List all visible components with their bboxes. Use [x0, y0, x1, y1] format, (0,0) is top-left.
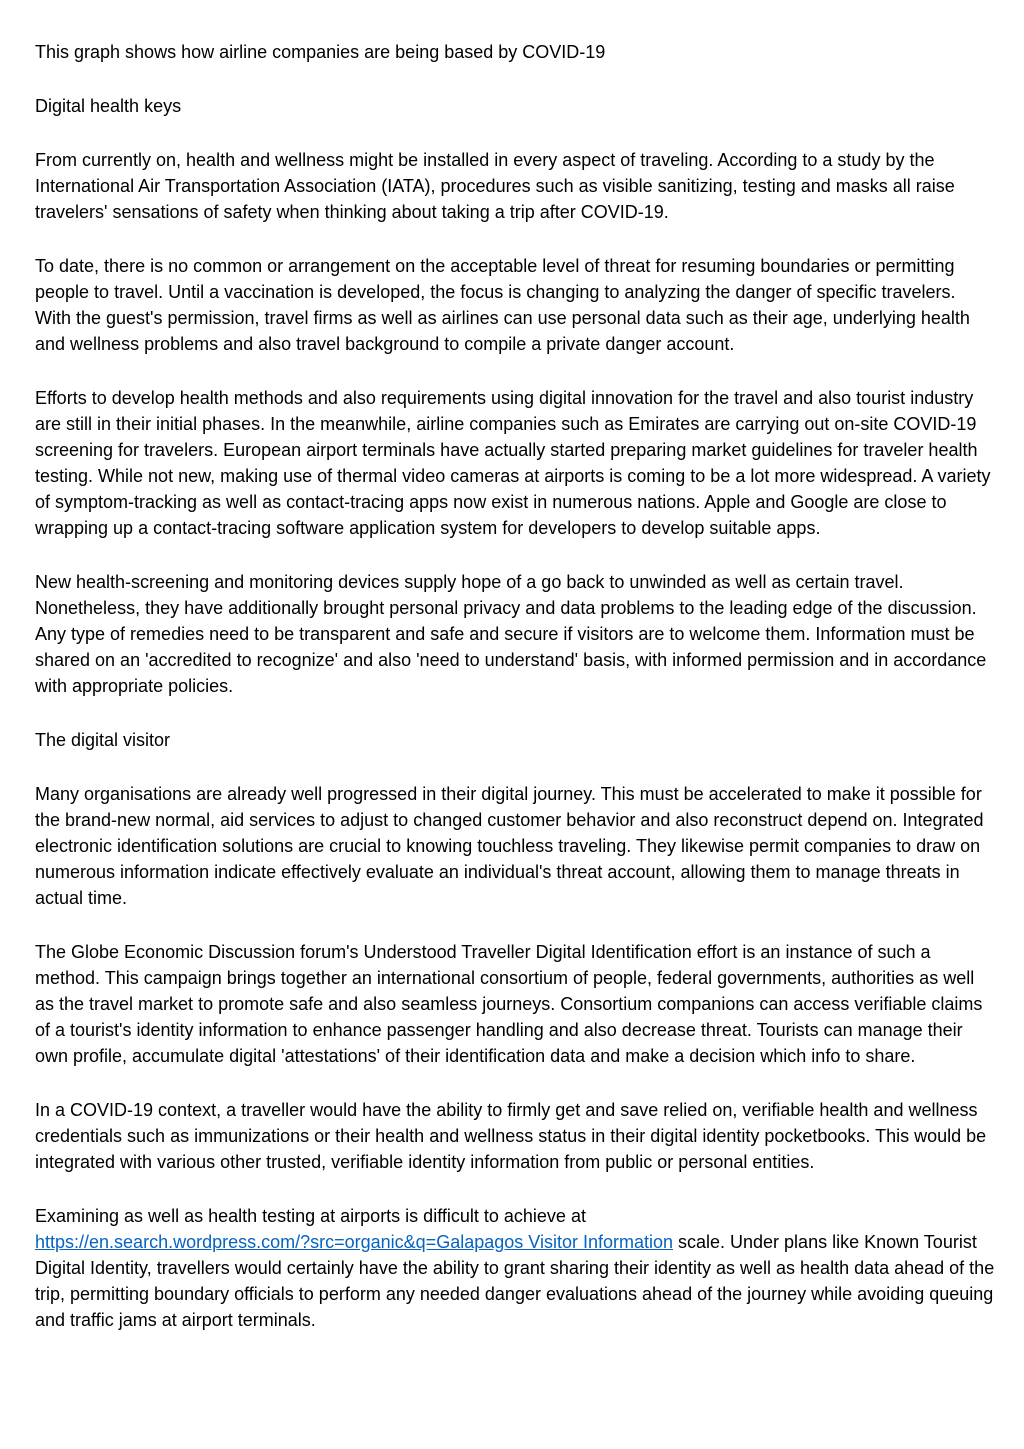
body-paragraph: The Globe Economic Discussion forum's Understood Traveller Digital Identification effort is an instance of such a method. This campaign brings together an international consortium of people, federal governments, authorities as well as the travel market to promote safe and also seamless journeys. Consortium companions can access verifiable claims of a tourist's identity information to enhance passenger handling and also decrease threat. Tourists can manage their own profile, accumulate digital 'attestations' of their identification data and make a decision which info to share. [35, 942, 983, 1066]
intro-paragraph: This graph shows how airline companies are being based by COVID-19 [35, 42, 606, 62]
body-paragraph: Many organisations are already well progressed in their digital journey. This must be accelerated to make it possible for the brand-new normal, aid services to adjust to changed customer behavior and also reconstruct depend on. Integrated electronic identification solutions are crucial to knowing touchless traveling. They likewise permit companies to draw on numerous information indicate effectively evaluate an individual's threat account, allowing them to manage threats in actual time. [35, 784, 984, 908]
link-paragraph-lead: Examining as well as health testing at airports is difficult to achieve at [35, 1206, 586, 1226]
galapagos-visitor-information-link[interactable]: https://en.search.wordpress.com/?src=organic&q=Galapagos Visitor Information [35, 1232, 673, 1252]
body-paragraph: Efforts to develop health methods and also requirements using digital innovation for the travel and also tourist industry are still in their initial phases. In the meanwhile, airline companies such as Emirates are carrying out on-site COVID-19 screening for travelers. European airport terminals have actually started preparing market guidelines for traveler health testing. While not new, making use of thermal video cameras at airports is coming to be a lot more widespread. A variety of symptom-tracking as well as contact-tracing apps now exist in numerous nations. Apple and Google are close to wrapping up a contact-tracing software application system for developers to develop suitable apps. [35, 388, 991, 538]
body-paragraph: New health-screening and monitoring devices supply hope of a go back to unwinded as well as certain travel. Nonetheless, they have additionally brought personal privacy and data problems to the leading edge of the discussion. Any type of remedies need to be transparent and safe and secure if visitors are to welcome them. Information must be shared on an 'accredited to recognize' and also 'need to understand' basis, with informed permission and in accordance with appropriate policies. [35, 572, 987, 696]
section-heading-digital-health-keys: Digital health keys [35, 96, 182, 116]
link-paragraph-tail: scale. Under plans like Known Tourist Digital Identity, travellers would certainly have the ability to grant sharing their identity as well as health data ahead of the trip, permitting boundary officials to perform any needed danger evaluations ahead of the journey while avoiding queuing and traffic jams at airport terminals. [35, 1232, 995, 1330]
body-paragraph: From currently on, health and wellness might be installed in every aspect of traveling. According to a study by the International Air Transportation Association (IATA), procedures such as visible sanitizing, testing and masks all raise travelers' sensations of safety when thinking about taking a trip after COVID-19. [35, 150, 955, 222]
body-paragraph-with-link [35, 1203, 995, 1333]
section-heading-digital-visitor: The digital visitor [35, 730, 171, 750]
body-paragraph: In a COVID-19 context, a traveller would have the ability to firmly get and save relied on, verifiable health and wellness credentials such as immunizations or their health and wellness status in their digital identity pocketbooks. This would be integrated with various other trusted, verifiable identity information from public or personal entities. [35, 1100, 987, 1172]
document-page [35, 39, 995, 1361]
body-paragraph: To date, there is no common or arrangement on the acceptable level of threat for resuming boundaries or permitting people to travel. Until a vaccination is developed, the focus is changing to analyzing the danger of specific travelers. With the guest's permission, travel firms as well as airlines can use personal data such as their age, underlying health and wellness problems and also travel background to compile a private danger account. [35, 256, 970, 354]
